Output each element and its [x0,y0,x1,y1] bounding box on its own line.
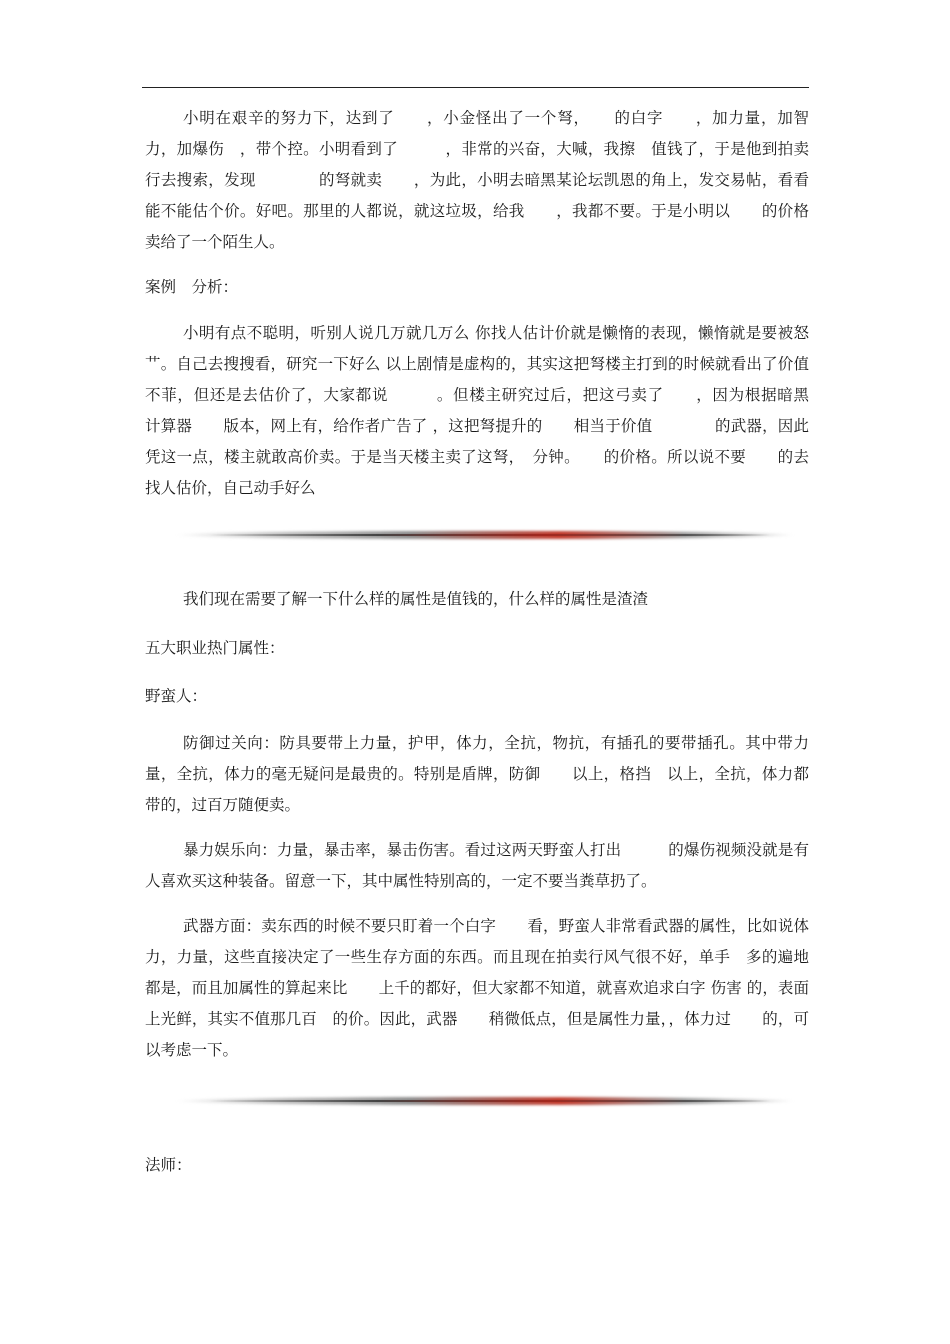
section-divider-line [210,534,770,536]
top-rule [142,87,809,88]
case-analysis-heading: 案例 分析： [145,278,239,296]
barbarian-crit-paragraph: 暴力娱乐向：力量，暴击率，暴击伤害。看过这两天野蛮人打出 的爆伤视频没就是有人喜欢买这种装备。留意一下，其中属性特别高的，一定不要当粪草扔了。 [145,841,809,890]
section-divider-line [210,1100,770,1102]
case-analysis-paragraph: 小明有点不聪明，听别人说几万就几万么 你找人估计价就是懒惰的表现，懒惰就是要被怒艹。自己去搜搜看，研究一下好么 以上剧情是虚构的，其实这把弩楼主打到的时候就看出了价值不菲，但还是去估价了，大家都说 。但楼主研究过后，把这弓卖了 ，因为根据暗黑 计算器 版本，网上有，给作者广告了 ，这把弩提升的 相当于价值 的武器，因此凭这一点，楼主就敢高价卖。于是当天楼主卖了这弩， 分钟。 的价格。所以说不要 的去找人估价，自己动手好么 [145,324,841,497]
mage-heading: 法师： [145,1156,192,1174]
barbarian-heading: 野蛮人： [145,687,208,705]
section-title: 五大职业热门属性： [145,639,285,657]
barbarian-weapon-paragraph: 武器方面：卖东西的时候不要只盯着一个白字 看，野蛮人非常看武器的属性，比如说体力，力量，这些直接决定了一些生存方面的东西。而且现在拍卖行风气很不好，单手 多的遍地都是，而且加属性的算起来比 上千的都好，但大家都不知道，就喜欢追求白字 伤害 的，表面上光鲜，其实不值那几百 的价。因此，武器 稍微低点，但是属性力量，，体力过 的，可以考虑一下。 [145,917,809,1059]
intro-paragraph: 我们现在需要了解一下什么样的属性是值钱的，什么样的属性是渣渣 [183,590,649,608]
barbarian-defense-paragraph: 防御过关向：防具要带上力量，护甲，体力，全抗，物抗，有插孔的要带插孔。其中带力量，全抗，体力的毫无疑问是最贵的。特别是盾牌，防御 以上，格挡 以上，全抗，体力都带的，过百万随便卖。 [145,734,809,814]
case-story-paragraph: 小明在艰辛的努力下，达到了 ，小金怪出了一个弩， 的白字 ，加力量，加智力，加爆伤 ，带个控。小明看到了 ，非常的兴奋，大喊，我擦 值钱了，于是他到拍卖行去搜索，发现 的弩就卖 ，为此，小明去暗黑某论坛凯恩的角上，发交易帖，看看能不能估个价。好吧。那里的人都说，就这垃圾，给我 ，我都不要。于是小明以 的价格卖给了一个陌生人。 [145,109,809,251]
